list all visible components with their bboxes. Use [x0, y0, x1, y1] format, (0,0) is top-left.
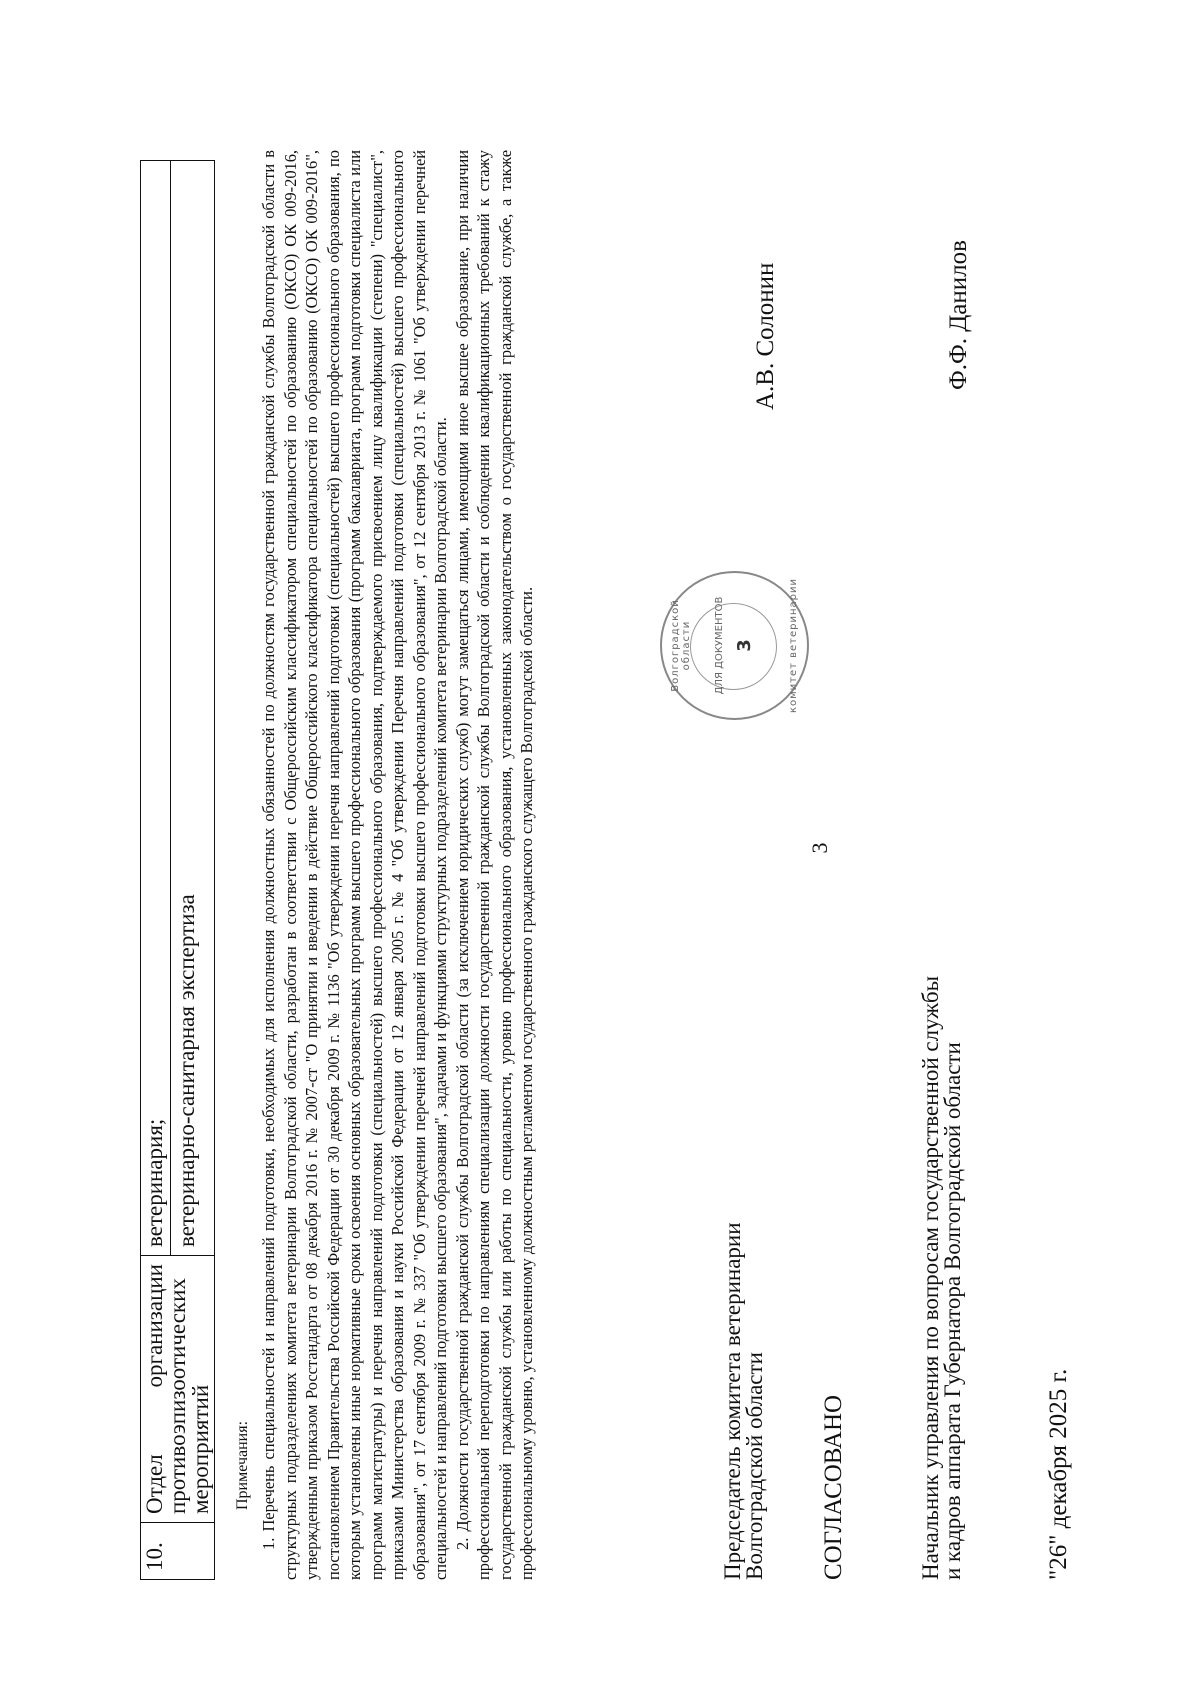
- chairman-name: А.В. Солонин: [752, 262, 779, 410]
- stamp-ring-text: Волгоградской области: [670, 599, 692, 692]
- note-item: 2. Должности государственной гражданской службы Волгоградской области (за исключением юридических служб) могут замещаться лицами, имеющими иное высшее образование, при наличии профессиональной переподготовки по направлениям специализации должности государственной гражданской службы Волгоградской области и соблюдении квалификационных требований к стажу государственной гражданской службы или работы по специальности, уровню профессионального образования, установленных законодательством о государственной гражданской службе, а также профессиональному уровню, установленному должностным регламентом государственного гражданского служащего Волгоградской области.: [452, 150, 536, 1580]
- notes-body: [258, 150, 538, 1580]
- specialty-item: ветеринарно-санитарная экспертиза: [170, 161, 198, 1255]
- head-title: [920, 976, 964, 1580]
- department-name-word: организации: [142, 1264, 167, 1388]
- chairman-title: [722, 1222, 766, 1580]
- chairman-title-line: Председатель комитета ветеринарии: [720, 1222, 745, 1580]
- department-name-word: Отдел: [142, 1454, 167, 1514]
- departments-table: [140, 160, 215, 1580]
- note-item: 1. Перечень специальностей и направлений подготовки, необходимых для исполнения должностных обязанностей по должностям государственной гражданской службы Волгоградской области в структурных подразделениях комитета ветеринарии Волгоградской области, разработан в соответствии с Общероссийским классификатором специальностей по образованию (ОКСО) ОК 009-2016, утвержденным приказом Росстандарта от 08 декабря 2016 г. № 2007-ст "О принятии и введении в действие Общероссийского классификатора специальностей по образованию (ОКСО) ОК 009-2016", постановлением Правительства Российской Федерации от 30 декабря 2009 г. № 1136 "Об утверждении перечня направлений подготовки (специальностей) высшего профессионального образования, по которым установлены иные нормативные сроки освоения основных образовательных программ высшего профессионального образования (программ бакалавриата, программ подготовки специалиста или программ магистратуры) и перечня направлений подготовки (специальностей) высшего профессионального образования, подтверждаемого присвоением лицу квалификации (степени) "специалист", приказами Министерства образования и науки Российской Федерации от 12 января 2005 г. № 4 "Об утверждении Перечня направлений подготовки (специальностей) высшего профессионального образования", от 17 сентября 2009 г. № 337 "Об утверждении перечней направлений подготовки высшего профессионального образования", от 12 сентября 2013 г. № 1061 "Об утверждении перечней специальностей и направлений подготовки высшего образования", задачами и функциями структурных подразделений комитета ветеринарии Волгоградской области.: [259, 150, 450, 1580]
- specialties-cell: [141, 161, 215, 1256]
- table-row: [141, 161, 215, 1580]
- row-number: 10.: [141, 1523, 215, 1580]
- department-name-line: мероприятий: [188, 1384, 213, 1514]
- document-date: "26" декабря 2025 г.: [1045, 1368, 1072, 1580]
- agreed-heading: СОГЛАСОВАНО: [820, 1394, 847, 1580]
- specialty-item: ветеринария;: [142, 1118, 167, 1247]
- chairman-title-line: Волгоградской области: [742, 1352, 767, 1580]
- stamp-label: ДЛЯ ДОКУМЕНТОВ: [714, 596, 725, 695]
- official-stamp: [660, 571, 809, 720]
- stamp-number: 3: [734, 639, 755, 652]
- rotated-page-content: [140, 100, 1140, 1580]
- head-title-line: и кадров аппарата Губернатора Волгоградской области: [940, 1042, 965, 1580]
- department-name: [141, 1256, 215, 1523]
- page-number: 3: [807, 842, 832, 854]
- stamp-ring-text: комитет ветеринарии: [788, 577, 799, 714]
- head-title-line: Начальник управления по вопросам государственной службы: [918, 975, 943, 1580]
- head-name: Ф.Ф. Данилов: [945, 240, 972, 390]
- department-name-line: противоэпизоотических: [165, 1278, 190, 1514]
- notes-heading: Примечания:: [234, 1420, 251, 1510]
